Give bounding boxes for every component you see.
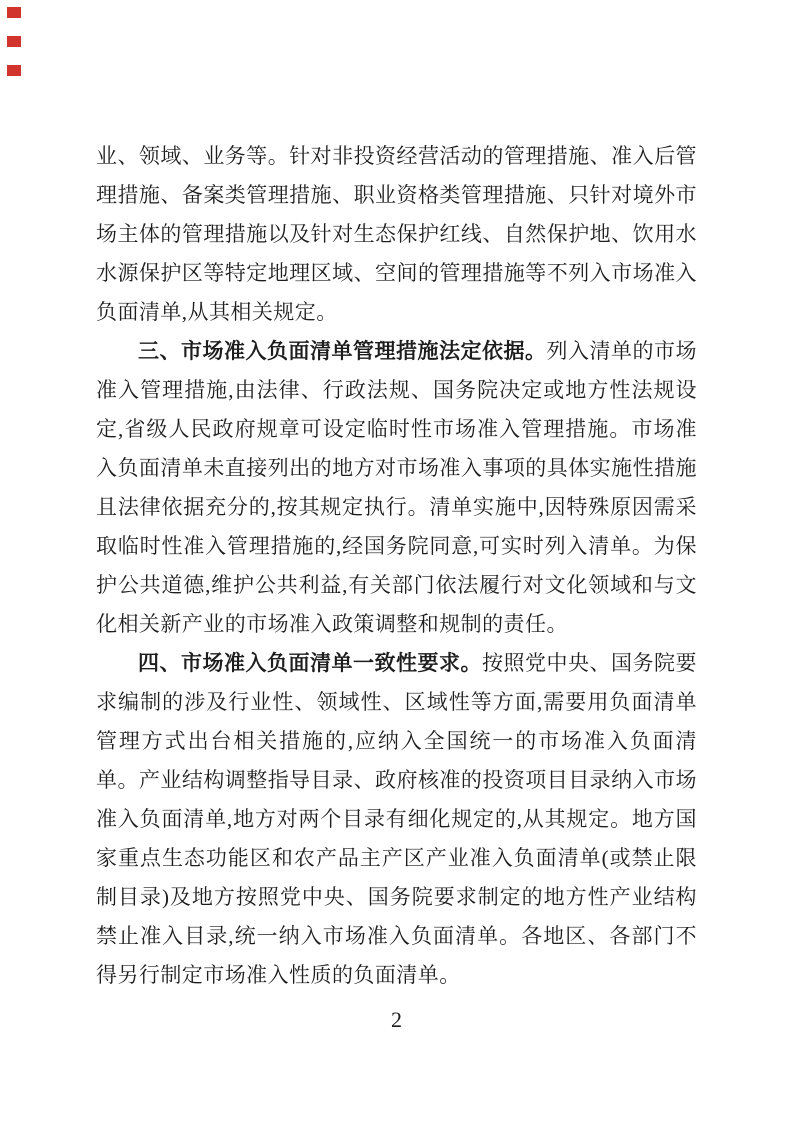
section-heading: 四、市场准入负面清单一致性要求。 [138, 652, 483, 675]
red-scan-mark [7, 65, 21, 76]
section-heading: 三、市场准入负面清单管理措施法定依据。 [138, 340, 547, 363]
body-text: 业、领域、业务等。针对非投资经营活动的管理措施、准入后管理措施、备案类管理措施、职业资格类管理措施、只针对境外市场主体的管理措施以及针对生态保护红线、自然保护地、饮用水水源保护区等特定地理区域、空间的管理措施等不列入市场准入负面清单,从其相关规定。 [96, 144, 697, 324]
body-text: 列入清单的市场准入管理措施,由法律、行政法规、国务院决定或地方性法规设定,省级人民政府规章可设定临时性市场准入管理措施。市场准入负面清单未直接列出的地方对市场准入事项的具体实施性措施且法律依据充分的,按其规定执行。清单实施中,因特殊原因需采取临时性准入管理措施的,经国务院同意,可实时列入清单。为保护公共道德,维护公共利益,有关部门依法履行对文化领域和与文化相关新产业的市场准入政策调整和规制的责任。 [96, 339, 697, 636]
paragraph [96, 137, 697, 332]
body-text: 按照党中央、国务院要求编制的涉及行业性、领域性、区域性等方面,需要用负面清单管理方式出台相关措施的,应纳入全国统一的市场准入负面清单。产业结构调整指导目录、政府核准的投资项目目录纳入市场准入负面清单,地方对两个目录有细化规定的,从其规定。地方国家重点生态功能区和农产品主产区产业准入负面清单(或禁止限制目录)及地方按照党中央、国务院要求制定的地方性产业结构禁止准入目录,统一纳入市场准入负面清单。各地区、各部门不得另行制定市场准入性质的负面清单。 [96, 651, 697, 987]
paragraph [96, 644, 697, 995]
red-scan-mark [7, 7, 21, 18]
paragraph [96, 332, 697, 644]
page-number: 2 [391, 1007, 402, 1032]
red-scan-mark [7, 36, 21, 47]
